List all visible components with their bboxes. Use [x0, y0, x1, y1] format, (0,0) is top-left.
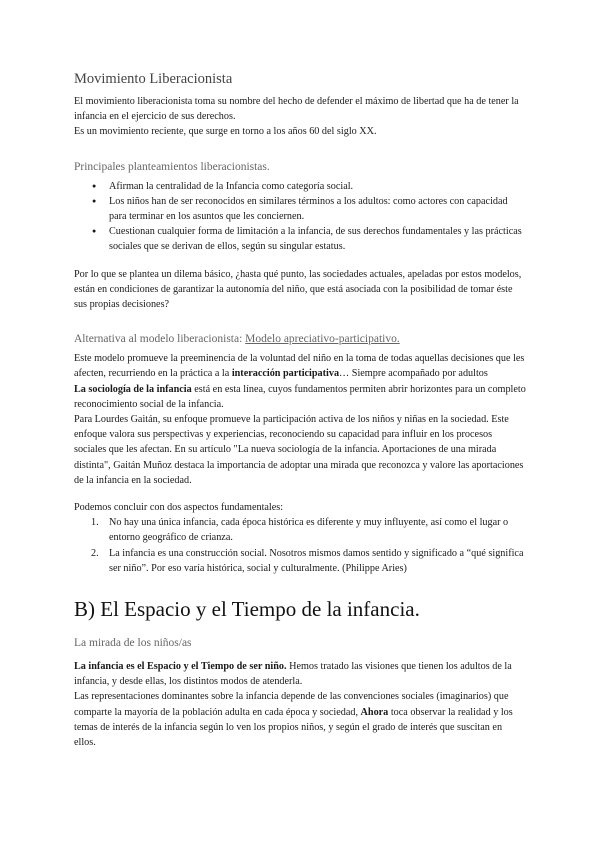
text-span: toca observar la realidad y los temas de interés de la infancia según lo ven los propios niños, y según el grado de interés que suscitan en ellos.: [74, 706, 513, 749]
section-title-b: B) El Espacio y el Tiempo de la infancia.: [74, 597, 420, 622]
paragraph-dilema: Por lo que se plantea un dilema básico, ¿hasta qué punto, las sociedades actuales, apeladas por estos modelos, están en condiciones de garantizar la autonomía del niño, que está asociada con la posibilidad de tomar éste sus propias decisiones?: [74, 268, 522, 311]
list-number: 2.: [91, 547, 99, 559]
subtitle-mirada: La mirada de los niños/as: [74, 637, 192, 650]
conclusion-list: [74, 515, 526, 576]
text-span: Las representaciones dominantes sobre la infancia depende de las convenciones sociales (imaginarios) que comparte la mayoría de la población adulta en cada época y sociedad,: [74, 691, 509, 718]
subtitle-alternativa-link: Modelo apreciativo-participativo.: [245, 333, 400, 346]
bold-span: Ahora: [360, 706, 389, 718]
paragraph-movimiento-1: El movimiento liberacionista toma su nombre del hecho de defender el máximo de libertad que ha de tener la infancia en el ejercicio de sus derechos.: [74, 96, 519, 123]
subtitle-alternativa: [74, 332, 526, 347]
list-item: [91, 515, 526, 545]
paragraph-mirada-2: [74, 689, 526, 750]
paragraph-alternativa-2: [74, 382, 526, 412]
paragraph-conclusion-intro: Podemos concluir con dos aspectos fundamentales:: [74, 502, 284, 514]
subtitle-principales: Principales planteamientos liberacionistas.: [74, 160, 270, 173]
list-item: ● Afirman la centralidad de la Infancia como categoría social.: [109, 179, 526, 194]
text-span: Este modelo promueve la preeminencia de la voluntad del niño en la toma de todas aquellas decisiones que les afecten, recurriendo en la práctica a la: [74, 353, 525, 380]
section-title-movimiento: Movimiento Liberacionista: [74, 71, 233, 87]
text-span: Hemos tratado las visiones que tienen los adultos de la infancia, y desde ellas, los distintos modos de atenderla.: [74, 661, 512, 688]
list-text: No hay una única infancia, cada época histórica es diferente y muy influyente, así como el lugar o entorno geográfico de crianza.: [109, 517, 509, 544]
text-span: está en esta línea, cuyos fundamentos permiten abrir horizontes para un completo reconocimiento social de la infancia.: [74, 383, 526, 410]
text-span: … Siempre acompañado por adultos: [339, 368, 488, 380]
list-item: ● Cuestionan cualquier forma de limitación a la infancia, de sus derechos fundamentales y las prácticas sociales que se derivan de ellos, según su singular estatus.: [109, 224, 526, 254]
principales-list: [74, 179, 526, 255]
bold-span: La infancia es el Espacio y el Tiempo de ser niño.: [74, 661, 287, 673]
list-text: La infancia es una construcción social. Nosotros mismos damos sentido y significado a “qué significa ser niño”. Por eso varía histórica, social y culturalmente. (Philippe Aries): [109, 547, 524, 574]
list-item: [91, 546, 526, 576]
list-item: ● Los niños han de ser reconocidos en similares términos a los adultos: como actores con capacidad para terminar en los asuntos que les conciernen.: [109, 194, 526, 224]
paragraph-alternativa-1: [74, 351, 526, 381]
paragraph-mirada-1: [74, 659, 526, 689]
bold-span: La sociología de la infancia: [74, 383, 192, 395]
paragraph-alternativa-3: Para Lourdes Gaitán, su enfoque promueve la participación activa de los niños y niñas en la sociedad. Este enfoque valora sus perspectivas y experiencias, reconociendo su capacidad para influir en los procesos sociales que les afectan. En su artículo "La nueva sociología de la infancia. Aportaciones de una mirada distinta", Gaitán Muñoz destaca la importancia de adoptar una mirada que reconozca y valore las aportaciones de la infancia en la sociedad.: [74, 414, 524, 486]
subtitle-alternativa-prefix: Alternativa al modelo liberacionista:: [74, 333, 246, 346]
bold-span: interacción participativa: [231, 368, 340, 380]
document-page: [74, 70, 526, 750]
list-number: 1.: [91, 517, 99, 529]
paragraph-movimiento-2: Es un movimiento reciente, que surge en torno a los años 60 del siglo XX.: [74, 126, 377, 138]
